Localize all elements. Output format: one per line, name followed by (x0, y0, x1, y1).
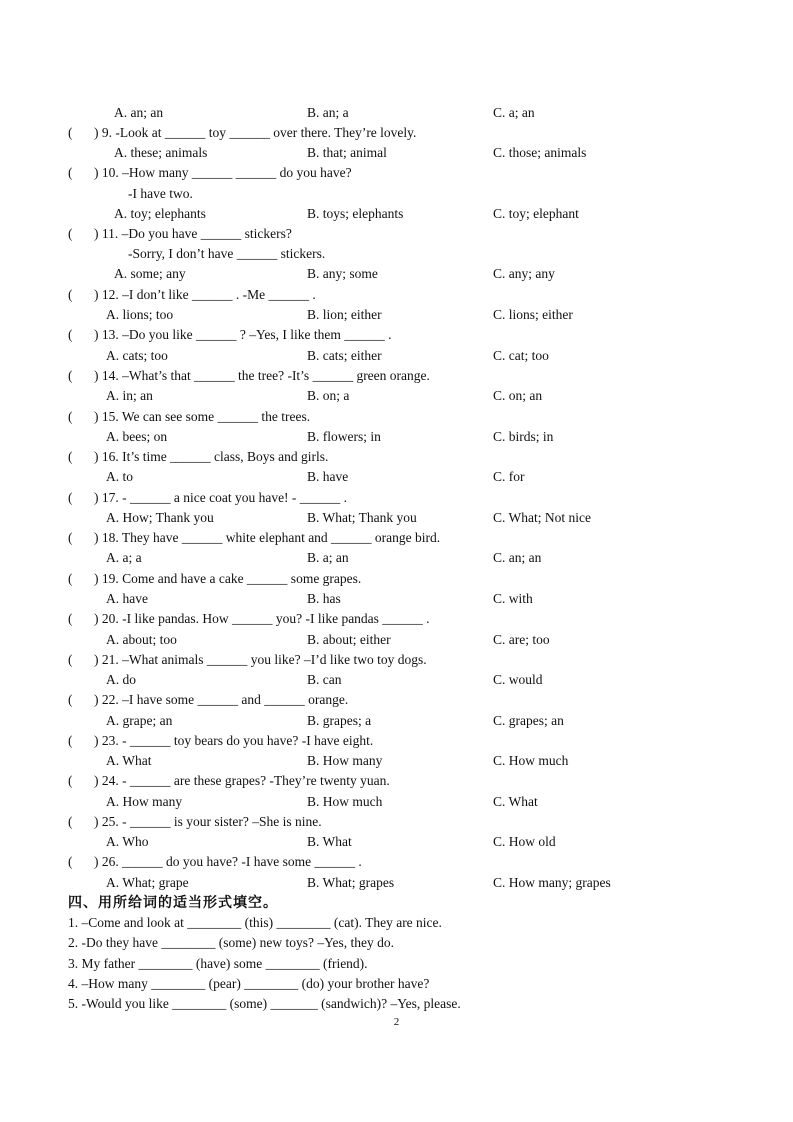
fill-item-4 (0, 974, 793, 994)
option-b: B. cats; either (307, 348, 382, 363)
question-text: ) 12. –I don’t like ______ . -Me ______ . (94, 287, 316, 302)
fill-text: 4. –How many ________ (pear) ________ (do) your brother have? (68, 976, 430, 991)
answer-paren: ( (68, 571, 73, 586)
fill-text: 5. -Would you like ________ (some) _______ (sandwich)? –Yes, please. (68, 996, 461, 1011)
question-14 (0, 366, 793, 386)
answer-paren: ( (68, 226, 73, 241)
option-c: C. How much (493, 753, 569, 768)
option-a: A. some; any (114, 266, 186, 281)
option-c: C. grapes; an (493, 713, 564, 728)
option-b: B. What (307, 834, 352, 849)
answer-paren: ( (68, 530, 73, 545)
answer-paren: ( (68, 611, 73, 626)
fill-text: 1. –Come and look at ________ (this) ________ (cat). They are nice. (68, 915, 442, 930)
fill-item-1 (0, 913, 793, 933)
option-c: C. What; Not nice (493, 510, 591, 525)
option-b: B. have (307, 469, 349, 484)
fill-item-3 (0, 954, 793, 974)
option-c: C. What (493, 794, 538, 809)
page-number: 2 (393, 1016, 400, 1028)
fill-text: 2. -Do they have ________ (some) new toys? –Yes, they do. (68, 935, 394, 950)
question-25 (0, 812, 793, 832)
question-text: ) 13. –Do you like ______ ? –Yes, I like them ______ . (94, 327, 392, 342)
answer-paren: ( (68, 449, 73, 464)
answer-paren: ( (68, 287, 73, 302)
option-c: C. birds; in (493, 429, 554, 444)
options-row-9 (0, 143, 793, 163)
option-b: B. How much (307, 794, 383, 809)
option-c: C. with (493, 591, 533, 606)
question-12 (0, 285, 793, 305)
question-15 (0, 407, 793, 427)
option-b: B. flowers; in (307, 429, 381, 444)
option-b: B. What; grapes (307, 875, 395, 890)
options-row-20 (0, 630, 793, 650)
section-4-heading-row (0, 893, 793, 913)
fill-text: 3. My father ________ (have) some ________ (friend). (68, 956, 368, 971)
question-text: ) 17. - ______ a nice coat you have! - ______ . (94, 490, 348, 505)
question-19 (0, 569, 793, 589)
options-row-22 (0, 711, 793, 731)
answer-paren: ( (68, 327, 73, 342)
option-b: B. How many (307, 753, 383, 768)
option-a: A. How many (106, 794, 183, 809)
question-26 (0, 852, 793, 872)
question-text: ) 19. Come and have a cake ______ some grapes. (94, 571, 362, 586)
question-text: ) 18. They have ______ white elephant and ______ orange bird. (94, 530, 441, 545)
question-text: ) 16. It’s time ______ class, Boys and girls. (94, 449, 329, 464)
question-text: ) 23. - ______ toy bears do you have? -I have eight. (94, 733, 374, 748)
options-row-10 (0, 204, 793, 224)
option-c: C. are; too (493, 632, 550, 647)
question-text: ) 20. -I like pandas. How ______ you? -I like pandas ______ . (94, 611, 430, 626)
options-row-13 (0, 346, 793, 366)
option-b: B. has (307, 591, 341, 606)
question-18 (0, 528, 793, 548)
option-a: A. bees; on (106, 429, 168, 444)
question-continuation: -Sorry, I don’t have ______ stickers. (128, 246, 326, 261)
option-c: C. would (493, 672, 543, 687)
answer-paren: ( (68, 692, 73, 707)
options-row-11 (0, 264, 793, 284)
option-b: B. can (307, 672, 342, 687)
option-b: B. any; some (307, 266, 378, 281)
option-b: B. a; an (307, 550, 349, 565)
option-b: B. What; Thank you (307, 510, 417, 525)
option-b: B. about; either (307, 632, 391, 647)
option-c: C. a; an (493, 105, 535, 120)
option-b: B. toys; elephants (307, 206, 404, 221)
question-10-reply (0, 184, 793, 204)
option-c: C. an; an (493, 550, 542, 565)
option-c: C. any; any (493, 266, 555, 281)
option-a: A. How; Thank you (106, 510, 214, 525)
option-a: A. have (106, 591, 148, 606)
options-row-26 (0, 873, 793, 893)
option-a: A. a; a (106, 550, 142, 565)
options-row-17 (0, 508, 793, 528)
question-9 (0, 123, 793, 143)
question-10 (0, 163, 793, 183)
option-b: B. an; a (307, 105, 349, 120)
question-11-reply (0, 244, 793, 264)
fill-item-2 (0, 933, 793, 953)
answer-paren: ( (68, 733, 73, 748)
question-text: ) 24. - ______ are these grapes? -They’re twenty yuan. (94, 773, 390, 788)
question-text: ) 15. We can see some ______ the trees. (94, 409, 311, 424)
option-a: A. an; an (114, 105, 164, 120)
question-text: ) 21. –What animals ______ you like? –I’d like two toy dogs. (94, 652, 427, 667)
options-row-21 (0, 670, 793, 690)
option-c: C. for (493, 469, 525, 484)
option-c: C. those; animals (493, 145, 587, 160)
question-11 (0, 224, 793, 244)
option-b: B. that; animal (307, 145, 387, 160)
option-c: C. How many; grapes (493, 875, 611, 890)
question-continuation: -I have two. (128, 186, 193, 201)
answer-paren: ( (68, 854, 73, 869)
option-a: A. do (106, 672, 136, 687)
answer-paren: ( (68, 652, 73, 667)
option-c: C. How old (493, 834, 556, 849)
options-row-14 (0, 386, 793, 406)
question-text: ) 26. ______ do you have? -I have some ______ . (94, 854, 362, 869)
option-a: A. about; too (106, 632, 177, 647)
option-a: A. in; an (106, 388, 153, 403)
options-row-24 (0, 792, 793, 812)
question-20 (0, 609, 793, 629)
question-13 (0, 325, 793, 345)
option-b: B. lion; either (307, 307, 382, 322)
answer-paren: ( (68, 409, 73, 424)
options-row-25 (0, 832, 793, 852)
question-text: ) 25. - ______ is your sister? –She is nine. (94, 814, 322, 829)
option-b: B. on; a (307, 388, 350, 403)
answer-paren: ( (68, 773, 73, 788)
option-c: C. toy; elephant (493, 206, 579, 221)
options-row-23 (0, 751, 793, 771)
section-title: 四、用所给词的适当形式填空。 (68, 895, 278, 911)
option-a: A. these; animals (114, 145, 208, 160)
answer-paren: ( (68, 125, 73, 140)
answer-paren: ( (68, 368, 73, 383)
answer-paren: ( (68, 814, 73, 829)
options-row-19 (0, 589, 793, 609)
fill-item-5 (0, 994, 793, 1014)
options-row-16 (0, 467, 793, 487)
options-row-12 (0, 305, 793, 325)
question-text: ) 9. -Look at ______ toy ______ over there. They’re lovely. (94, 125, 417, 140)
option-a: A. grape; an (106, 713, 173, 728)
question-text: ) 22. –I have some ______ and ______ orange. (94, 692, 349, 707)
option-a: A. cats; too (106, 348, 168, 363)
question-23 (0, 731, 793, 751)
option-a: A. What (106, 753, 152, 768)
question-17 (0, 488, 793, 508)
question-21 (0, 650, 793, 670)
options-row-8 (0, 103, 793, 123)
option-b: B. grapes; a (307, 713, 372, 728)
option-a: A. lions; too (106, 307, 174, 322)
options-row-18 (0, 548, 793, 568)
option-a: A. toy; elephants (114, 206, 206, 221)
option-c: C. on; an (493, 388, 543, 403)
question-text: ) 14. –What’s that ______ the tree? -It’s ______ green orange. (94, 368, 430, 383)
question-text: ) 11. –Do you have ______ stickers? (94, 226, 292, 241)
option-a: A. What; grape (106, 875, 189, 890)
option-c: C. lions; either (493, 307, 573, 322)
options-row-15 (0, 427, 793, 447)
answer-paren: ( (68, 165, 73, 180)
question-16 (0, 447, 793, 467)
question-text: ) 10. –How many ______ ______ do you have? (94, 165, 352, 180)
question-22 (0, 690, 793, 710)
question-24 (0, 771, 793, 791)
option-a: A. Who (106, 834, 149, 849)
option-a: A. to (106, 469, 133, 484)
answer-paren: ( (68, 490, 73, 505)
option-c: C. cat; too (493, 348, 549, 363)
